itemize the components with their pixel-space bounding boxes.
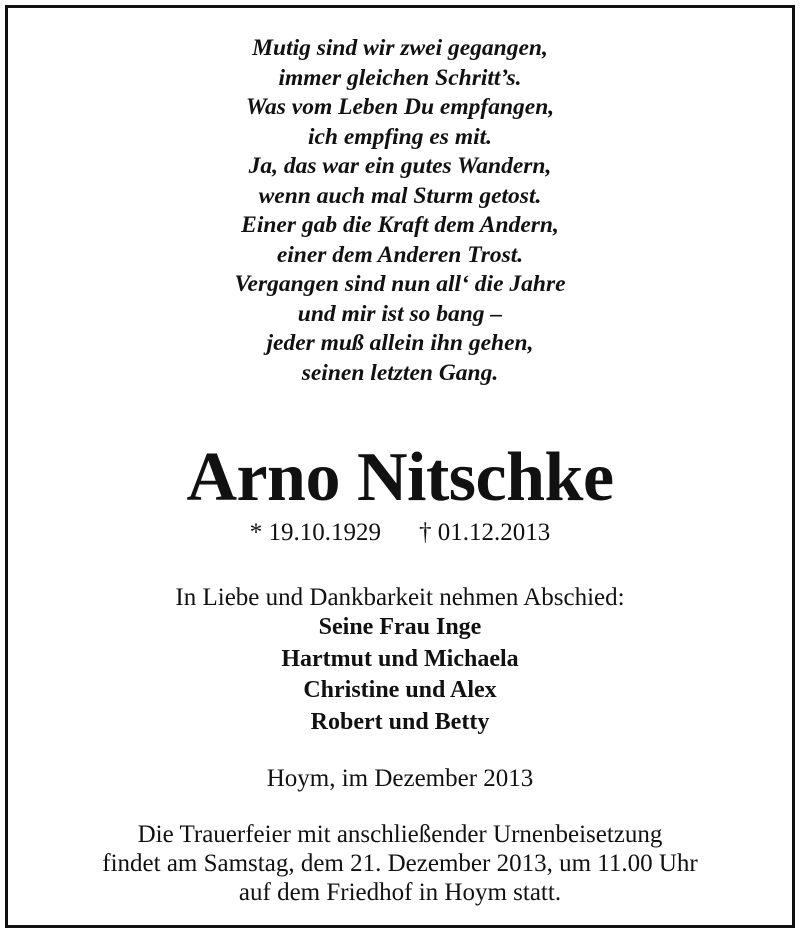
ceremony-line: auf dem Friedhof in Hoym statt. [238,879,562,906]
poem-line: und mir ist so bang – [297,300,503,327]
poem-line: seinen letzten Gang. [301,359,499,386]
poem-line: Einer gab die Kraft dem Andern, [241,212,559,238]
poem-line: wenn auch mal Sturm getost. [258,182,542,209]
poem-line: Was vom Leben Du empfangen, [245,94,555,120]
life-dates [8,518,792,548]
place-and-date: Hoym, im Dezember 2013 [266,765,534,792]
mourners-list [8,612,792,738]
death-date: † 01.12.2013 [419,519,551,546]
poem-line: ich empfing es mit. [307,123,493,150]
memorial-poem [8,34,792,388]
deceased-name: Arno Nitschke [186,439,614,516]
mourner-name: Hartmut und Michaela [281,645,519,672]
poem-line: Vergangen sind nun all‘ die Jahre [234,271,566,297]
birth-date: * 19.10.1929 [249,519,381,546]
ceremony-line: Die Trauerfeier mit anschließender Urnenbeisetzung [137,821,663,848]
poem-line: einer dem Anderen Trost. [276,241,524,268]
mourner-name: Seine Frau Inge [318,614,482,640]
obituary-border [5,5,795,928]
mourner-name: Robert und Betty [310,708,490,735]
poem-line: Mutig sind wir zwei gegangen, [252,35,548,61]
ceremony-notice [8,820,792,907]
mourner-name: Christine und Alex [303,677,497,703]
ceremony-line: findet am Samstag, dem 21. Dezember 2013, um 11.00 Uhr [102,850,698,877]
poem-line: immer gleichen Schritt’s. [278,64,522,91]
farewell-intro: In Liebe und Dankbarkeit nehmen Abschied: [175,584,625,611]
poem-line: Ja, das war ein gutes Wandern, [248,153,552,179]
poem-line: jeder muß allein ihn gehen, [266,330,534,356]
